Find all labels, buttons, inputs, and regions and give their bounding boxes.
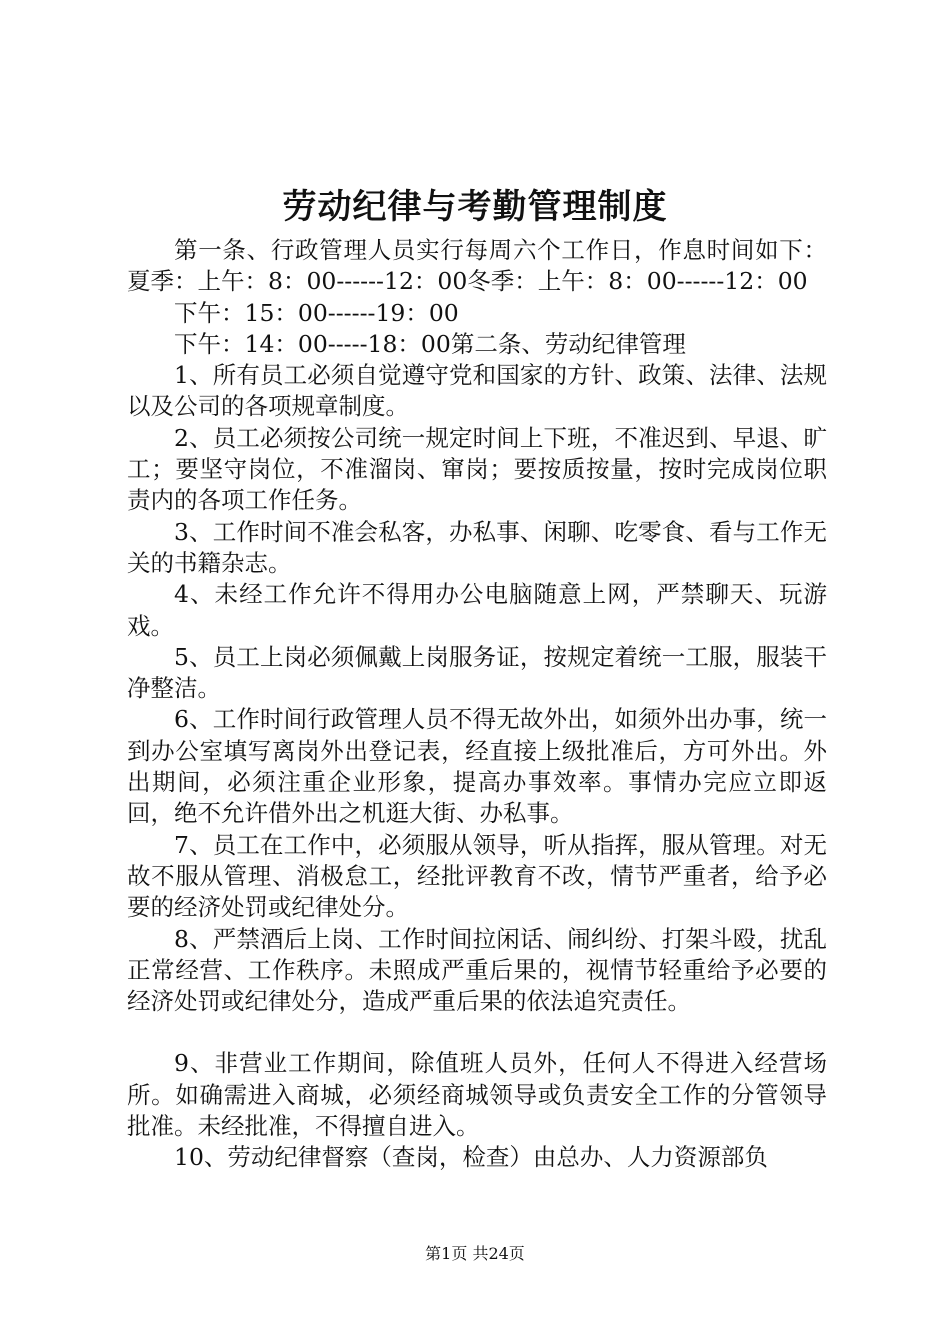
paragraph-13: 10、劳动纪律督察（查岗，检查）由总办、人力资源部负 [174, 1143, 768, 1172]
paragraph-2: 下午：15：00------19：00 [174, 298, 459, 327]
paragraph-6: 3、工作时间不准会私客，办私事、闲聊、吃零食、看与工作无关的书籍杂志。 [127, 517, 827, 577]
paragraph-5: 2、员工必须按公司统一规定时间上下班，不准迟到、早退、旷工；要坚守岗位，不准溜岗、窜岗；要按质按量，按时完成岗位职责内的各项工作任务。 [127, 423, 827, 515]
document-title: 劳动纪律与考勤管理制度 [282, 187, 668, 227]
page-number-footer: 第1页 共24页 [425, 1244, 525, 1263]
paragraph-8: 5、员工上岗必须佩戴上岗服务证，按规定着统一工服，服装干净整洁。 [127, 642, 827, 703]
paragraph-7: 4、未经工作允许不得用办公电脑随意上网，严禁聊天、玩游戏。 [127, 580, 827, 640]
paragraph-1: 第一条、行政管理人员实行每周六个工作日，作息时间如下：夏季：上午：8：00------12：00冬季：上午：8：00------12：00 [127, 236, 827, 296]
paragraph-3: 下午：14：00-----18：00第二条、劳动纪律管理 [174, 329, 686, 358]
paragraph-9: 6、工作时间行政管理人员不得无故外出，如须外出办事，统一到办公室填写离岗外出登记表，经直接上级批准后，方可外出。外出期间，必须注重企业形象，提高办事效率。事情办完应立即返回，绝不允许借外出之机逛大街、办私事。 [127, 705, 827, 828]
paragraph-12: 9、非营业工作期间，除值班人员外，任何人不得进入经营场所。如确需进入商城，必须经商城领导或负责安全工作的分管领导批准。未经批准，不得擅自进入。 [127, 1049, 827, 1141]
paragraph-10: 7、员工在工作中，必须服从领导，听从指挥，服从管理。对无故不服从管理、消极怠工，经批评教育不改，情节严重者，给予必要的经济处罚或纪律处分。 [127, 830, 827, 922]
paragraph-11: 8、严禁酒后上岗、工作时间拉闲话、闹纠纷、打架斗殴，扰乱正常经营、工作秩序。未照成严重后果的，视情节轻重给予必要的经济处罚或纪律处分，造成严重后果的依法追究责任。 [127, 924, 827, 1016]
paragraph-4: 1、所有员工必须自觉遵守党和国家的方针、政策、法律、法规以及公司的各项规章制度。 [127, 361, 827, 421]
document-body [127, 235, 827, 1174]
